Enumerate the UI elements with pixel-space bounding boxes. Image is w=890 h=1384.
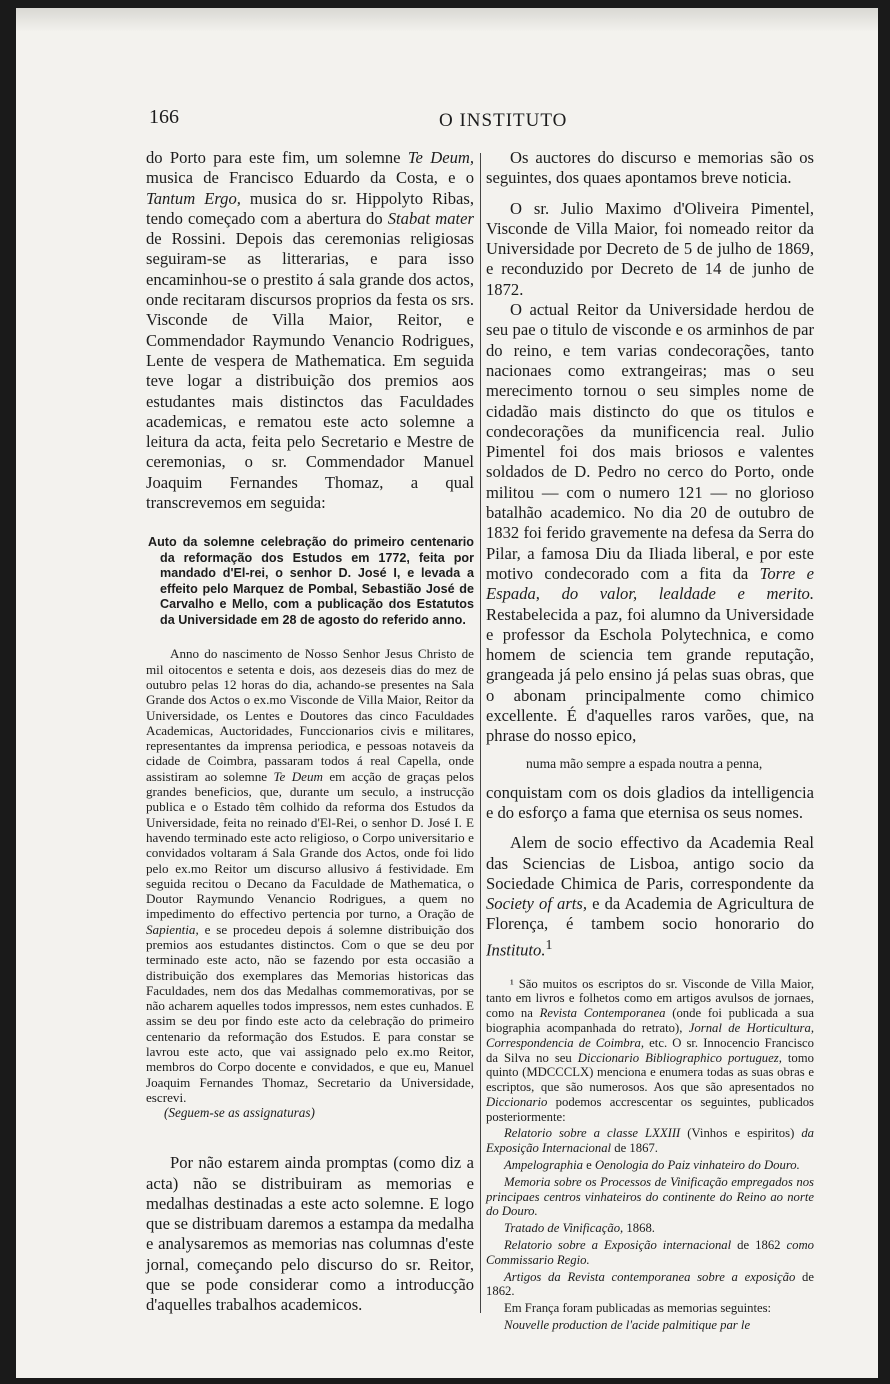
page-number: 166 (149, 106, 179, 128)
running-title: O INSTITUTO (439, 110, 568, 131)
bibliography-item: Artigos da Revista contemporanea sobre a exposição de 1862. (486, 1269, 814, 1299)
right-paragraph-1: Os auctores do discurso e memorias são os seguintes, dos quaes apontamos breve noticia. (486, 148, 814, 188)
bibliography-item: Ampelographia e Oenologia do Paiz vinhateiro do Douro. (504, 1158, 800, 1173)
left-closing-paragraph: Por não estarem ainda promptas (como diz a acta) não se distribuiram as memorias e medalhas destinadas a este acto solemne. E logo que se distribuam daremos a estampa da medalha e analysaremos as memorias nas columnas d'este jornal, começando pelo discurso do sr. Reitor, que se pode considerar como a introducção d'aquelles trabalhos academicos. (146, 1153, 474, 1315)
left-paragraph-1: do Porto para este fim, um solemne Te Deum, musica de Francisco Eduardo da Costa, e o Tantum Ergo, musica do sr. Hippolyto Ribas, tendo começado com a abertura do Stabat mater de Rossini. Depois das ceremonias religiosas seguiram-se as litterarias, e para isso encaminhou-se o prestito á sala grande dos actos, onde recitaram discursos proprios da festa os srs. Visconde de Villa Maior, Reitor, e Commendador Raymundo Venancio Rodrigues, Lente de vespera de Mathematica. Em seguida teve logar a distribuição dos premios aos estudantes mais distinctos das Faculdades academicas, e rematou este acto solemne a leitura da acta, feita pelo Secretario e Mestre de ceremonias, o sr. Commendador Manuel Joaquim Fernandes Thomaz, a qual transcrevemos em seguida: (146, 148, 474, 513)
right-column (486, 148, 814, 1333)
left-column (146, 148, 474, 1316)
bibliography-item: Em França foram publicadas as memorias seguintes: (504, 1301, 772, 1316)
signatures-note: (Seguem-se as assignaturas) (164, 1105, 315, 1121)
scanned-page (16, 8, 878, 1378)
column-divider (480, 153, 481, 1313)
bibliography-item: Relatorio sobre a classe LXXIII (Vinhos e espiritos) da Exposição Internacional de 1867. (486, 1126, 815, 1156)
right-paragraph-2: O sr. Julio Maximo d'Oliveira Pimentel, Visconde de Villa Maior, foi nomeado reitor da Universidade por Decreto de 5 de julho de 1869, e reconduzido por Decreto de 14 de junho de 1872. (486, 198, 814, 299)
right-paragraph-4: conquistam com os dois gladios da intelligencia e do esforço a fama que eternisa os seus nomes. (486, 782, 814, 822)
bibliography-item: Tratado de Vinificação, 1868. (504, 1221, 655, 1236)
bibliography-item: Memoria sobre os Processos de Vinificação empregados nos principaes centros vinhateiros do continente do Reino ao norte do Douro. (486, 1174, 814, 1219)
footnote (486, 977, 814, 1333)
page-header (149, 102, 829, 132)
right-paragraph-3: O actual Reitor da Universidade herdou de seu pae o titulo de visconde e os arminhos de par do reino, e tem varias condecorações, tanto nacionaes como extrangeiras; mas o seu merecimento tornou o seu simples nome de cidadão mais distincto do que os titulos e condecorações da munificencia real. Julio Pimentel foi dos mais briosos e valentes soldados de D. Pedro no cerco do Porto, onde militou — com o numero 121 — no glorioso batalhão academico. No dia 20 de outubro de 1832 foi ferido gravemente na defesa da Serra do Pilar, a famosa Diu da Iliada liberal, e por este motivo condecorado com a fita da Torre e Espada, do valor, lealdade e merito. Restabelecida a paz, foi alumno da Universidade e professor da Eschola Polytechnica, e como homem de sciencia tem grande reputação, grangeada já pelo ensino já pelas suas obras, que o abonam principalmente como chimico excellente. É d'aquelles raros varões, que, na phrase do nosso epico, (486, 300, 814, 746)
bibliography-item: Relatorio sobre a Exposição internacional de 1862 como Commissario Regio. (486, 1238, 814, 1267)
bibliography-item: Nouvelle production de l'acide palmitique par le (504, 1318, 751, 1333)
epic-verse: numa mão sempre a espada noutra a penna, (526, 755, 763, 771)
page-top-shadow (16, 8, 878, 32)
auto-body: Anno do nascimento de Nosso Senhor Jesus Christo de mil oitocentos e setenta e dois, aos dezeseis dias do mez de outubro pelas 12 horas do dia, achando-se presentes na Sala Grande dos Actos o ex.mo Visconde de Villa Maior, Reitor da Universidade, os Lentes e Doutores das cinco Faculdades Academicas, Auctoridades, Funccionarios civis e militares, representantes da imprensa periodica, e pessoas notaveis da cidade de Coimbra, passaram todos á real Capella, onde assistiram ao solemne Te Deum em acção de graças pelos grandes beneficios, que, durante um seculo, a instrucção publica e o Estado têm colhido da reforma dos Estudos da Universidade, feita no reinado d'El-Rei, o senhor D. José I. E havendo terminado este acto religioso, o Corpo universitario e convidados voltaram á Sala Grande dos Actos, onde foi lido pelo ex.mo Reitor um discurso allusivo á festividade. Em seguida recitou o Decano da Faculdade de Mathematica, o Doutor Raymundo Venancio Rodrigues, a quem no impedimento do effectivo pertencia por turno, a Oração de Sapientia, e se procedeu depois á solemne distribuição dos premios aos estudantes distinctos. Com o que se deu por terminado este acto, não se fazendo por esta occasião a distribuição dos exemplares das Memorias historicas das Faculdades, nem dos das Medalhas commemorativas, por se não acharem aquelles todos impressos, nem estes cunhados. E assim se deu por findo este acto da celebração do primeiro centenario da reformação dos Estudos. E para constar se lavrou este acto, que vai assignado pelo ex.mo Reitor, membros do Corpo docente e convidados, e que eu, Manuel Joaquim Fernandes Thomaz, Secretario da Universidade, escrevi. (146, 646, 475, 1105)
footnote-text: ¹ São muitos os escriptos do sr. Visconde de Villa Maior, tanto em livros e folhetos como em artigos avulsos de jornaes, como na Revista Contemporanea (onde foi publicada a sua biographia acompanhada do retrato), Jornal de Horticultura, Correspondencia de Coimbra, etc. O sr. Innocencio Francisco da Silva no seu Diccionario Bibliographico portuguez, tomo quinto (MDCCCLX) menciona e enumera todas as suas obras e escriptos, que são numerosos. Aos que são apresentados no Diccionario podemos accrescentar os seguintes, publicados posteriormente: (486, 976, 814, 1124)
auto-title: Auto da solemne celebração do primeiro centenario da reformação dos Estudos em 1772, feita por mandado d'El-rei, o senhor D. José I, e levada a effeito pelo Marquez de Pombal, Sebastião José de Carvalho e Mello, com a publicação dos Estatutos da Universidade em 28 de agosto do referido anno. (148, 535, 474, 627)
right-paragraph-5: Alem de socio effectivo da Academia Real das Sciencias de Lisboa, antigo socio da Sociedade Chimica de Paris, correspondente da Society of arts, e da Academia de Agricultura de Florença, é tambem socio honorario do Instituto.$^1$ (486, 833, 814, 960)
